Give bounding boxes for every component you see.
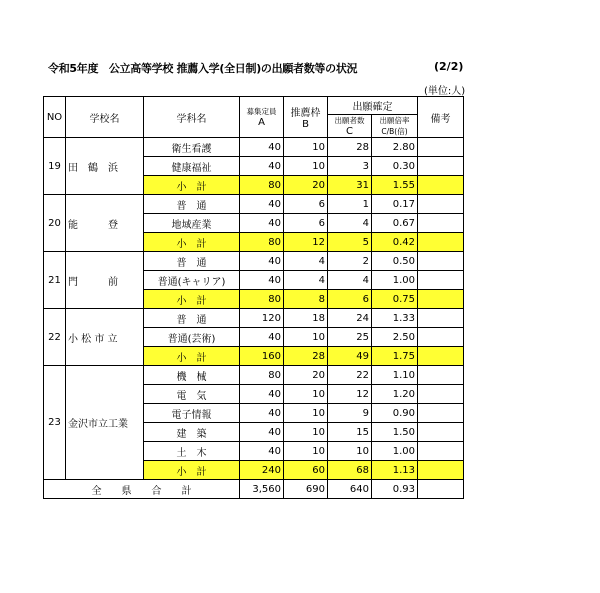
applicants-value: 28 (328, 138, 372, 157)
rec-value: 8 (284, 290, 328, 309)
dept-name: 健康福祉 (144, 157, 240, 176)
applicants-value: 24 (328, 309, 372, 328)
quota-value: 80 (240, 176, 284, 195)
applicants-value: 2 (328, 252, 372, 271)
document-title: 令和5年度 公立高等学校 推薦入学(全日制)の出願者数等の状況 (48, 62, 358, 75)
school-name: 門 前 (66, 252, 144, 309)
header-no: NO (44, 97, 66, 138)
ratio-value: 1.00 (372, 442, 418, 461)
applicants-value: 12 (328, 385, 372, 404)
school-no: 20 (44, 195, 66, 252)
quota-value: 40 (240, 271, 284, 290)
quota-value: 240 (240, 461, 284, 480)
dept-name: 衛生看護 (144, 138, 240, 157)
notes-cell (418, 461, 464, 480)
school-name: 金沢市立工業 (66, 366, 144, 480)
header-notes: 備考 (418, 97, 464, 138)
notes-cell (418, 138, 464, 157)
dept-name: 普通(キャリア) (144, 271, 240, 290)
applicants-value: 31 (328, 176, 372, 195)
rec-value: 10 (284, 423, 328, 442)
dept-name: 小 計 (144, 176, 240, 195)
school-name: 能 登 (66, 195, 144, 252)
header-applicants: 出願者数 C (328, 115, 372, 138)
quota-value: 40 (240, 442, 284, 461)
dept-name: 小 計 (144, 233, 240, 252)
ratio-value: 1.55 (372, 176, 418, 195)
dept-name: 建 築 (144, 423, 240, 442)
applicants-value: 15 (328, 423, 372, 442)
rec-value: 10 (284, 442, 328, 461)
header-row-1 (44, 97, 464, 115)
table-row (44, 366, 464, 385)
unit-label: (単位:人) (424, 86, 466, 97)
ratio-value: 1.00 (372, 271, 418, 290)
total-rec: 690 (284, 480, 328, 499)
applicants-value: 10 (328, 442, 372, 461)
header-dept: 学科名 (144, 97, 240, 138)
notes-cell (418, 252, 464, 271)
notes-cell (418, 480, 464, 499)
rec-value: 12 (284, 233, 328, 252)
rec-value: 10 (284, 138, 328, 157)
notes-cell (418, 404, 464, 423)
quota-value: 40 (240, 195, 284, 214)
total-quota: 3,560 (240, 480, 284, 499)
total-applicants: 640 (328, 480, 372, 499)
quota-value: 40 (240, 157, 284, 176)
table-row (44, 195, 464, 214)
dept-name: 普 通 (144, 252, 240, 271)
school-no: 19 (44, 138, 66, 195)
applicants-value: 4 (328, 214, 372, 233)
ratio-value: 0.30 (372, 157, 418, 176)
rec-value: 4 (284, 271, 328, 290)
ratio-value: 0.17 (372, 195, 418, 214)
header-group: 出願確定 (328, 97, 418, 115)
quota-value: 80 (240, 366, 284, 385)
school-name: 田 鶴 浜 (66, 138, 144, 195)
dept-name: 電 気 (144, 385, 240, 404)
notes-cell (418, 233, 464, 252)
dept-name: 土 木 (144, 442, 240, 461)
rec-value: 60 (284, 461, 328, 480)
rec-value: 6 (284, 214, 328, 233)
rec-value: 20 (284, 366, 328, 385)
ratio-value: 2.50 (372, 328, 418, 347)
table-row (44, 309, 464, 328)
dept-name: 電子情報 (144, 404, 240, 423)
dept-name: 普通(芸術) (144, 328, 240, 347)
quota-value: 120 (240, 309, 284, 328)
dept-name: 小 計 (144, 461, 240, 480)
quota-value: 40 (240, 252, 284, 271)
notes-cell (418, 176, 464, 195)
notes-cell (418, 385, 464, 404)
header-quota: 募集定員 A (240, 97, 284, 138)
ratio-value: 1.50 (372, 423, 418, 442)
ratio-value: 2.80 (372, 138, 418, 157)
ratio-value: 0.50 (372, 252, 418, 271)
school-no: 22 (44, 309, 66, 366)
total-label: 全 県 合 計 (44, 480, 240, 499)
applicants-value: 5 (328, 233, 372, 252)
ratio-value: 1.75 (372, 347, 418, 366)
ratio-value: 0.42 (372, 233, 418, 252)
header-ratio: 出願倍率 C/B(倍) (372, 115, 418, 138)
ratio-value: 0.75 (372, 290, 418, 309)
rec-value: 6 (284, 195, 328, 214)
dept-name: 地域産業 (144, 214, 240, 233)
rec-value: 18 (284, 309, 328, 328)
rec-value: 10 (284, 385, 328, 404)
total-ratio: 0.93 (372, 480, 418, 499)
notes-cell (418, 309, 464, 328)
ratio-value: 1.13 (372, 461, 418, 480)
quota-value: 160 (240, 347, 284, 366)
applicants-value: 25 (328, 328, 372, 347)
total-row (44, 480, 464, 499)
applicants-value: 6 (328, 290, 372, 309)
applicants-value: 68 (328, 461, 372, 480)
quota-value: 80 (240, 290, 284, 309)
header-rec: 推薦枠 B (284, 97, 328, 138)
dept-name: 普 通 (144, 195, 240, 214)
ratio-value: 0.90 (372, 404, 418, 423)
table-row (44, 252, 464, 271)
applicants-value: 9 (328, 404, 372, 423)
quota-value: 40 (240, 214, 284, 233)
header-school: 学校名 (66, 97, 144, 138)
quota-value: 40 (240, 328, 284, 347)
notes-cell (418, 195, 464, 214)
notes-cell (418, 366, 464, 385)
applicants-value: 3 (328, 157, 372, 176)
table-row (44, 138, 464, 157)
notes-cell (418, 271, 464, 290)
school-no: 21 (44, 252, 66, 309)
notes-cell (418, 214, 464, 233)
quota-value: 40 (240, 423, 284, 442)
rec-value: 20 (284, 176, 328, 195)
ratio-value: 1.10 (372, 366, 418, 385)
page-number: (2/2) (434, 60, 464, 73)
notes-cell (418, 442, 464, 461)
notes-cell (418, 328, 464, 347)
notes-cell (418, 157, 464, 176)
dept-name: 機 械 (144, 366, 240, 385)
applicants-value: 49 (328, 347, 372, 366)
applicants-value: 1 (328, 195, 372, 214)
quota-value: 40 (240, 385, 284, 404)
quota-value: 40 (240, 404, 284, 423)
applicant-status-table (43, 96, 464, 499)
rec-value: 10 (284, 328, 328, 347)
quota-value: 40 (240, 138, 284, 157)
ratio-value: 1.33 (372, 309, 418, 328)
notes-cell (418, 423, 464, 442)
rec-value: 10 (284, 157, 328, 176)
dept-name: 小 計 (144, 290, 240, 309)
ratio-value: 0.67 (372, 214, 418, 233)
school-name: 小 松 市 立 (66, 309, 144, 366)
rec-value: 10 (284, 404, 328, 423)
dept-name: 小 計 (144, 347, 240, 366)
ratio-value: 1.20 (372, 385, 418, 404)
school-no: 23 (44, 366, 66, 480)
applicants-value: 22 (328, 366, 372, 385)
dept-name: 普 通 (144, 309, 240, 328)
notes-cell (418, 347, 464, 366)
rec-value: 28 (284, 347, 328, 366)
notes-cell (418, 290, 464, 309)
quota-value: 80 (240, 233, 284, 252)
rec-value: 4 (284, 252, 328, 271)
applicants-value: 4 (328, 271, 372, 290)
